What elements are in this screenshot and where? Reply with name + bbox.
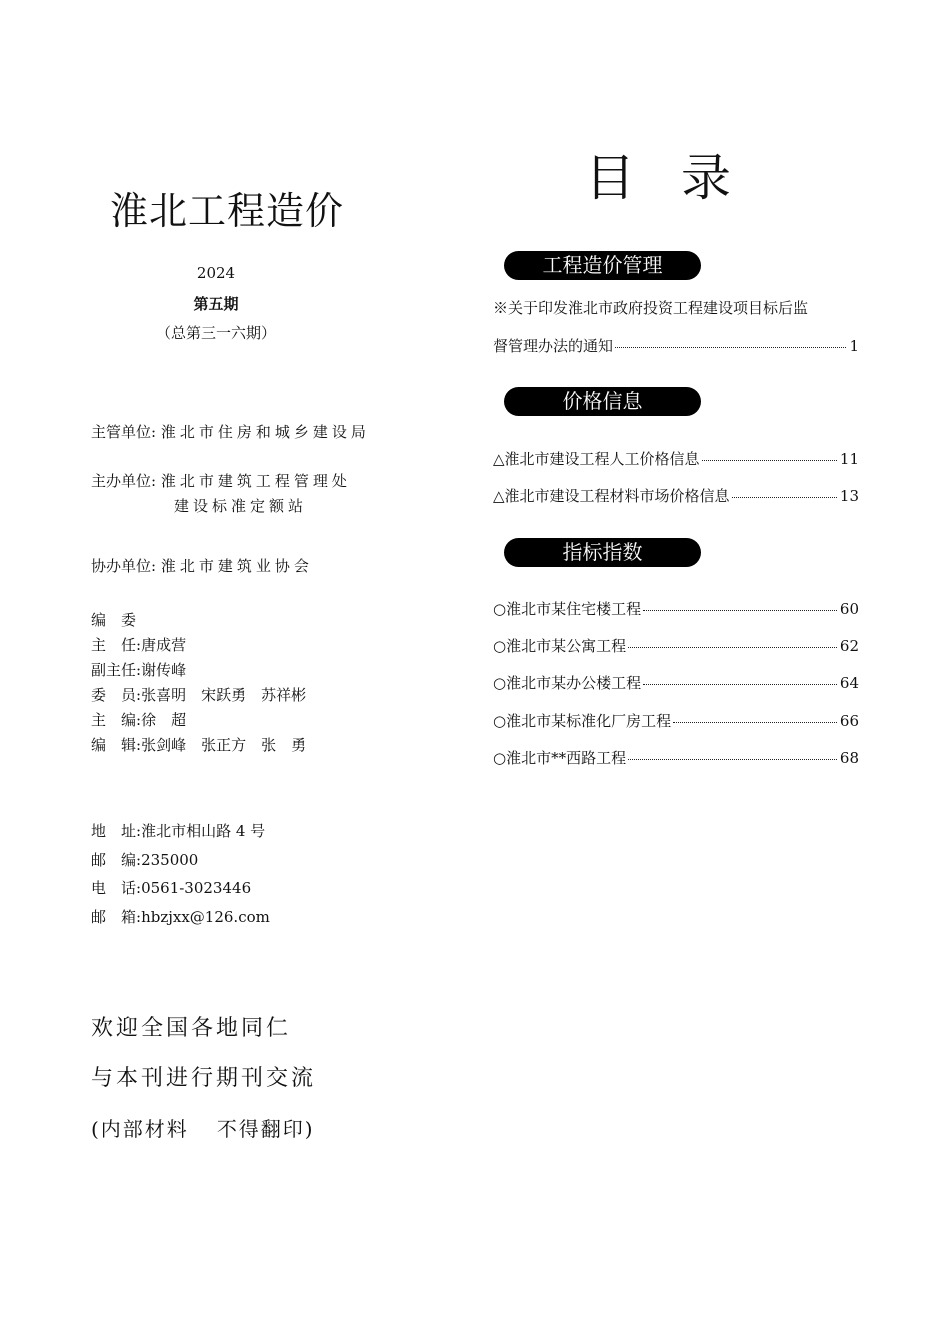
contact-value: 0561-3023446 xyxy=(141,879,252,897)
contact-label: 邮 编: xyxy=(91,851,142,869)
editorial-label: 委 员: xyxy=(91,686,142,704)
toc-entry-page: 66 xyxy=(839,712,859,730)
welcome-line-2: 与本刊进行期刊交流 xyxy=(91,1066,317,1091)
contact-address-row xyxy=(91,820,265,841)
editorial-label: 编 辑: xyxy=(91,736,142,754)
dot-leader xyxy=(702,460,837,461)
toc-entry-page: 68 xyxy=(839,749,859,767)
co-organizer-row xyxy=(91,555,313,576)
toc-title-char: 目 xyxy=(585,149,635,207)
contact-email-row xyxy=(91,906,270,927)
toc-entry-text: 督管理办法的通知 xyxy=(493,337,614,355)
contact-phone-row xyxy=(91,877,251,898)
toc-entry-page: 13 xyxy=(839,487,859,505)
editorial-row xyxy=(91,734,306,755)
toc-entry[interactable] xyxy=(493,747,859,768)
toc-entry[interactable] xyxy=(493,485,859,506)
editorial-value: 张剑峰 张正方 张 勇 xyxy=(141,736,307,754)
toc-entry[interactable] xyxy=(493,335,859,356)
total-issue-number: （总第三一六期） xyxy=(155,324,276,342)
editorial-value: 张喜明 宋跃勇 苏祥彬 xyxy=(141,686,307,704)
sponsor-value: 淮北市建筑工程管理处 xyxy=(160,472,351,490)
supervisor-label: 主管单位: xyxy=(91,423,157,441)
section-header-price-info: 价格信息 xyxy=(504,387,701,416)
supervisor-row xyxy=(91,421,370,442)
section-header-cost-management: 工程造价管理 xyxy=(504,251,701,280)
toc-entry[interactable] xyxy=(493,710,859,731)
toc-entry-text: ○淮北市某标准化厂房工程 xyxy=(493,712,672,730)
dot-leader xyxy=(628,647,837,648)
note-part-2: 不得翻印) xyxy=(216,1117,315,1141)
supervisor-value: 淮北市住房和城乡建设局 xyxy=(160,423,370,441)
toc-entry-page: 62 xyxy=(839,637,859,655)
editorial-row xyxy=(91,659,186,680)
dot-leader xyxy=(615,347,846,348)
toc-title xyxy=(585,138,731,210)
toc-entry[interactable] xyxy=(493,448,859,469)
editorial-label: 副主任: xyxy=(91,661,142,679)
toc-entry-text: △淮北市建设工程人工价格信息 xyxy=(493,450,700,468)
toc-entry-text: ○淮北市某住宅楼工程 xyxy=(493,600,642,618)
dot-leader xyxy=(643,610,837,611)
editorial-label: 主 编: xyxy=(91,711,142,729)
editorial-heading: 编 委 xyxy=(91,611,137,629)
toc-entry-page: 1 xyxy=(849,337,859,355)
contact-value[interactable]: hbzjxx@126.com xyxy=(141,908,270,926)
editorial-label: 主 任: xyxy=(91,636,142,654)
contact-label: 电 话: xyxy=(91,879,142,897)
contact-label: 地 址: xyxy=(91,822,142,840)
co-organizer-label: 协办单位: xyxy=(91,557,157,575)
toc-entry-text: △淮北市建设工程材料市场价格信息 xyxy=(493,487,730,505)
magazine-title: 淮北工程造价 xyxy=(110,189,345,233)
sponsor-value-line2: 建设标准定额站 xyxy=(174,497,308,515)
toc-entry-line-1[interactable] xyxy=(493,297,859,318)
contact-postcode-row xyxy=(91,849,198,870)
editorial-value: 唐成营 xyxy=(141,636,187,654)
editorial-value: 徐 超 xyxy=(141,711,187,729)
section-header-indicators: 指标指数 xyxy=(504,538,701,567)
toc-entry-page: 11 xyxy=(839,450,859,468)
editorial-value: 谢传峰 xyxy=(141,661,187,679)
contact-value: 淮北市相山路 4 号 xyxy=(141,822,266,840)
toc-entry-page: 64 xyxy=(839,674,859,692)
toc-entry-text: ○淮北市**西路工程 xyxy=(493,749,627,767)
editorial-row xyxy=(91,684,306,705)
issue-year: 2024 xyxy=(196,264,236,282)
toc-entry[interactable] xyxy=(493,598,859,619)
sponsor-row xyxy=(91,470,351,491)
toc-title-char: 录 xyxy=(681,149,731,207)
toc-entry-text: ○淮北市某办公楼工程 xyxy=(493,674,642,692)
contact-label: 邮 箱: xyxy=(91,908,142,926)
sponsor-label: 主办单位: xyxy=(91,472,157,490)
internal-material-note xyxy=(91,1113,315,1142)
editorial-row xyxy=(91,709,186,730)
welcome-line-1: 欢迎全国各地同仁 xyxy=(91,1016,292,1041)
dot-leader xyxy=(643,684,837,685)
toc-entry-text: ※关于印发淮北市政府投资工程建设项目标后监 xyxy=(493,299,809,317)
toc-entry-page: 60 xyxy=(839,600,859,618)
dot-leader xyxy=(628,759,837,760)
dot-leader xyxy=(673,722,837,723)
editorial-row xyxy=(91,634,186,655)
issue-number: 第五期 xyxy=(193,295,239,313)
note-part-1: (内部材料 xyxy=(91,1117,189,1141)
dot-leader xyxy=(732,497,837,498)
toc-entry[interactable] xyxy=(493,672,859,693)
contact-value: 235000 xyxy=(141,851,199,869)
toc-entry-text: ○淮北市某公寓工程 xyxy=(493,637,627,655)
co-organizer-value: 淮北市建筑业协会 xyxy=(160,557,313,575)
toc-entry[interactable] xyxy=(493,635,859,656)
